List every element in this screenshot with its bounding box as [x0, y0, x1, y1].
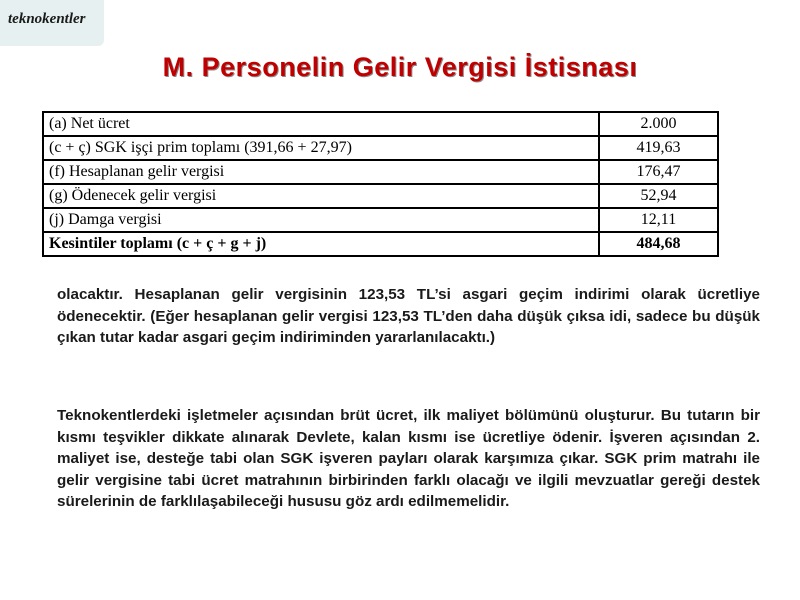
- row-label: (g) Ödenecek gelir vergisi: [43, 184, 599, 208]
- row-value: 2.000: [599, 112, 718, 136]
- row-label: (a) Net ücret: [43, 112, 599, 136]
- row-label: (j) Damga vergisi: [43, 208, 599, 232]
- paragraph-minimum-living-allowance: olacaktır. Hesaplanan gelir vergisinin 123,53 TL’si asgari geçim indirimi olarak ücretliye ödenecektir. (Eğer hesaplanan gelir vergisi 123,53 TL’den daha düşük çıksa idi, sadece bu düşük çıkan tutar kadar asgari geçim indiriminden yararlanılacaktı.): [57, 286, 760, 346]
- table-row: [43, 136, 718, 160]
- slide-title: M. Personelin Gelir Vergisi İstisnası: [162, 52, 638, 82]
- salary-deductions-table: [42, 111, 719, 257]
- row-value: 12,11: [599, 208, 718, 232]
- table-row: [43, 208, 718, 232]
- corner-logo-tag: [0, 0, 104, 46]
- table-row: [43, 184, 718, 208]
- row-value: 52,94: [599, 184, 718, 208]
- paragraph-technopark-costs: Teknokentlerdeki işletmeler açısından brüt ücret, ilk maliyet bölümünü oluşturur. Bu tutarın bir kısmı teşvikler dikkate alınarak Devlete, kalan kısmı ise ücretliye ödenir. İşveren açısından 2. maliyet ise, desteğe tabi olan SGK işveren payları olarak karşımıza çıkar. SGK prim matrahı ile gelir vergisine tabi ücret matrahının birbirinden farklı olacağı ve ilgili mevzuatlar gereği destek sürelerinin de farklılaşabileceği hususu göz ardı edilmemelidir.: [57, 407, 760, 510]
- total-label: Kesintiler toplamı (c + ç + g + j): [43, 232, 599, 256]
- row-value: 419,63: [599, 136, 718, 160]
- corner-logo-text: teknokentler: [8, 11, 86, 27]
- table-total-row: [43, 232, 718, 256]
- row-label: (c + ç) SGK işçi prim toplamı (391,66 + 27,97): [43, 136, 599, 160]
- total-value: 484,68: [599, 232, 718, 256]
- row-value: 176,47: [599, 160, 718, 184]
- table-row: [43, 112, 718, 136]
- row-label: (f) Hesaplanan gelir vergisi: [43, 160, 599, 184]
- table-row: [43, 160, 718, 184]
